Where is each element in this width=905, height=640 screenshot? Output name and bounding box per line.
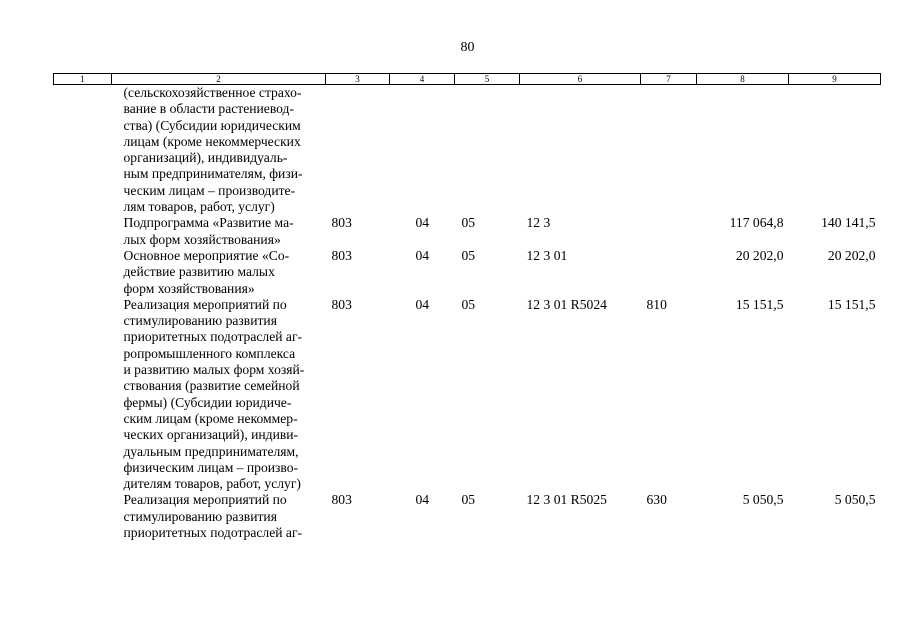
section-code-cell: [390, 85, 455, 216]
item-name-line: стимулированию развития: [123, 508, 277, 524]
budget-table: [53, 73, 881, 541]
subsection-code-cell: 05: [461, 247, 476, 263]
target-article-cell: [520, 85, 641, 216]
column-header-8: 8: [697, 74, 789, 85]
table-row: [54, 215, 881, 248]
item-name-cell: [112, 248, 326, 297]
amount-year2-cell: [789, 85, 881, 216]
expense-type-cell: 810: [646, 296, 667, 312]
item-name-line: лицам (кроме некоммерческих: [123, 133, 301, 149]
table-row: [54, 248, 881, 297]
amount-year2-cell: 20 202,0: [827, 247, 876, 263]
item-name-line: приоритетных подотраслей аг-: [123, 329, 303, 345]
subsection-code-cell: 05: [461, 492, 476, 508]
item-name-line: Подпрограмма «Развитие ма-: [123, 215, 294, 231]
section-code-cell: 04: [415, 296, 430, 312]
expense-type-cell: 630: [646, 492, 667, 508]
item-name-line: ческих организаций), индиви-: [123, 427, 299, 443]
amount-year1-cell: 20 202,0: [735, 247, 784, 263]
item-name-line: лых форм хозяйствования»: [123, 231, 281, 247]
subsection-code-cell: [455, 85, 520, 216]
section-code-cell: 04: [415, 492, 430, 508]
column-header-9: 9: [789, 74, 881, 85]
item-name-cell: [112, 492, 326, 541]
item-name-line: и развитию малых форм хозяй-: [123, 362, 305, 378]
row-number-cell: [54, 215, 112, 248]
expense-type-cell: [641, 85, 697, 216]
ministry-code-cell: 803: [331, 492, 352, 508]
item-name-cell: [112, 215, 326, 248]
target-article-cell: 12 3: [526, 215, 551, 231]
expense-type-cell: [641, 248, 697, 297]
item-name-line: форм хозяйствования»: [123, 280, 255, 296]
table-row: [54, 297, 881, 493]
ministry-code-cell: 803: [331, 247, 352, 263]
amount-year1-cell: 15 151,5: [735, 296, 784, 312]
table-body: [54, 85, 881, 542]
amount-year1-cell: 117 064,8: [729, 215, 784, 231]
column-number-row: [54, 74, 881, 85]
item-name-line: ства) (Субсидии юридическим: [123, 117, 301, 133]
column-header-2: 2: [112, 74, 326, 85]
item-name-line: стимулированию развития: [123, 313, 277, 329]
item-name-line: физическим лицам – произво-: [123, 459, 299, 475]
item-name-cell: [112, 297, 326, 493]
item-name-line: ским лицам (кроме некоммер-: [123, 410, 298, 426]
column-header-7: 7: [641, 74, 697, 85]
item-name-line: лям товаров, работ, услуг): [123, 199, 275, 215]
item-name-line: дителям товаров, работ, услуг): [123, 476, 301, 492]
target-article-cell: 12 3 01: [526, 247, 568, 263]
section-code-cell: 04: [415, 215, 430, 231]
ministry-code-cell: 803: [331, 215, 352, 231]
item-name-line: дуальным предпринимателям,: [123, 443, 299, 459]
item-name-line: действие развитию малых: [123, 264, 275, 280]
item-name-line: приоритетных подотраслей аг-: [123, 525, 303, 541]
column-header-3: 3: [326, 74, 390, 85]
column-header-6: 6: [520, 74, 641, 85]
item-name-line: ропромышленного комплекса: [123, 345, 296, 361]
item-name-line: ным предпринимателям, физи-: [123, 166, 303, 182]
row-number-cell: [54, 492, 112, 541]
column-header-4: 4: [390, 74, 455, 85]
amount-year1-cell: [697, 85, 789, 216]
row-number-cell: [54, 248, 112, 297]
amount-year1-cell: 5 050,5: [742, 492, 784, 508]
subsection-code-cell: 05: [461, 296, 476, 312]
item-name-line: ческим лицам – производите-: [123, 182, 296, 198]
row-number-cell: [54, 85, 112, 216]
ministry-code-cell: 803: [331, 296, 352, 312]
section-code-cell: 04: [415, 247, 430, 263]
item-name-line: Реализация мероприятий по: [123, 296, 287, 312]
target-article-cell: 12 3 01 R5024: [526, 296, 607, 312]
item-name-line: Основное мероприятие «Со-: [123, 247, 290, 263]
item-name-line: ствования (развитие семейной: [123, 378, 300, 394]
amount-year2-cell: 5 050,5: [834, 492, 876, 508]
item-name-line: (сельскохозяйственное страхо-: [123, 85, 302, 100]
column-header-5: 5: [455, 74, 520, 85]
column-header-1: 1: [54, 74, 112, 85]
page-number: 80: [460, 40, 475, 55]
item-name-line: фермы) (Субсидии юридиче-: [123, 394, 292, 410]
target-article-cell: 12 3 01 R5025: [526, 492, 607, 508]
item-name-line: Реализация мероприятий по: [123, 492, 287, 508]
amount-year2-cell: 15 151,5: [827, 296, 876, 312]
item-name-cell: [112, 85, 326, 216]
item-name-line: вание в области растениевод-: [123, 101, 295, 117]
subsection-code-cell: 05: [461, 215, 476, 231]
amount-year2-cell: 140 141,5: [821, 215, 876, 231]
table-row: [54, 85, 881, 216]
item-name-line: организаций), индивидуаль-: [123, 150, 288, 166]
expense-type-cell: [641, 215, 697, 248]
row-number-cell: [54, 297, 112, 493]
ministry-code-cell: [326, 85, 390, 216]
table-row: [54, 492, 881, 541]
